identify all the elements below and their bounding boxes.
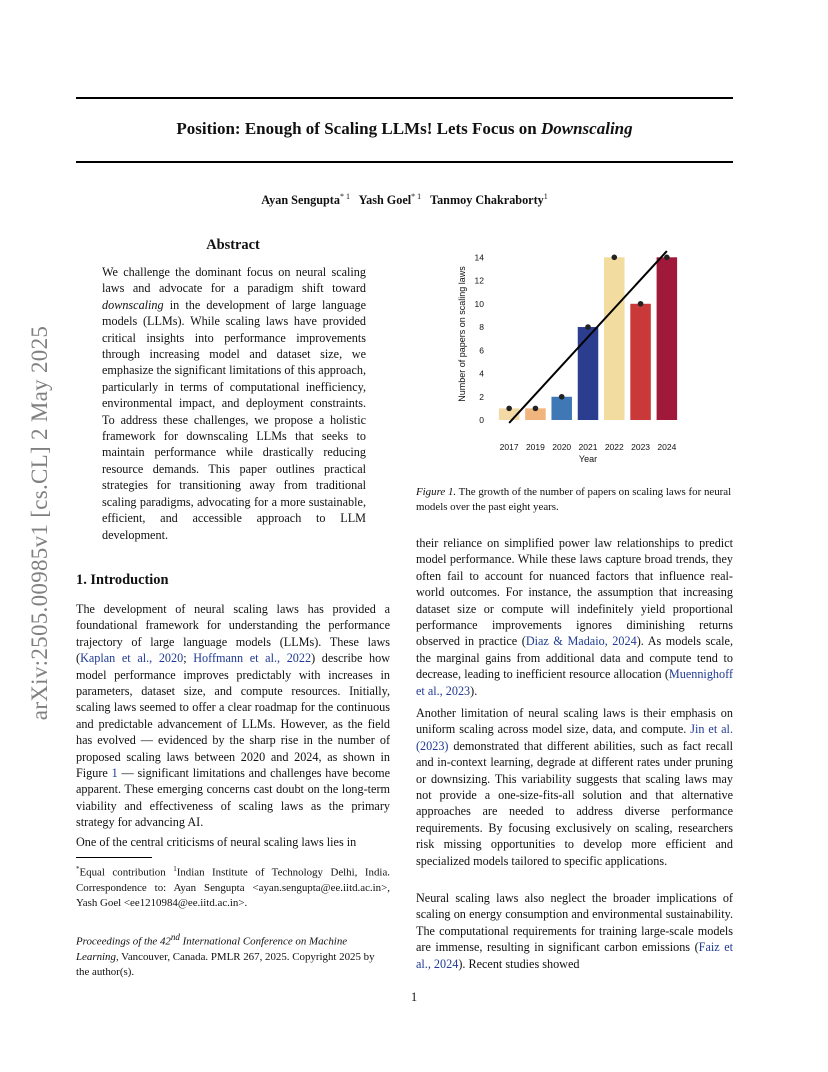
intro-paragraph: One of the central criticisms of neural scaling laws lies in [76,835,357,849]
text-run: The development of neural scaling laws has provided a foundational framework for understanding the performance trajectory of large language models (LLMs). These laws ( [76,602,390,666]
figure-caption [416,485,733,515]
title-top-rule [76,97,733,99]
arxiv-stamp [20,286,60,760]
page-number: 1 [410,990,418,1004]
data-point [533,406,539,412]
intro-paragraph [76,601,390,831]
abstract-italic: downscaling [102,297,164,312]
bar [630,304,651,420]
arxiv-id-text: arXiv:2505.00985v1 [cs.CL] 2 May 2025 [27,325,52,721]
author-affil: * 1 [339,192,350,201]
abstract-heading: Abstract [206,237,260,253]
author-name: Yash Goel [358,193,412,208]
citation-link[interactable]: Faiz et al., 2024 [416,940,734,971]
caption-label: Figure 1. [416,486,457,498]
y-axis-label: Number of papers on scaling laws [457,266,467,402]
data-point [585,324,591,330]
caption-text: The growth of the number of papers on scaling laws for neural models over the past eight years. [416,486,732,513]
author-list [76,192,733,208]
text-run: ) describe how model performance improves predictably with increases in parameters, dataset size, and compute resources. Initially, scaling laws seemed to offer a clear roadmap for the continuous and predictable advancement of LLMs. However, as the field has evolved — evidenced by the sharp rise in the number of proposed scaling laws between 2020 and 2024, as shown in Figure [76,651,390,781]
text-run: Neural scaling laws also neglect the broader implications of scaling on energy consumption and environmental sustainability. The computational requirements for training large-scale models are immense, resulting in significant carbon emissions ( [416,891,733,955]
citation-link[interactable]: Diaz & Madaio, 2024 [525,634,637,649]
title-bottom-rule [76,161,733,163]
y-tick-label: 4 [479,368,484,379]
body-paragraph [416,535,733,699]
bar [551,397,572,420]
y-tick-label: 14 [474,252,484,263]
y-tick-label: 6 [479,345,484,356]
text-run: Equal contribution [79,866,174,879]
data-point [506,406,512,412]
body-paragraph [416,890,733,972]
bar [604,257,625,420]
author-affil: * 1 [411,192,422,201]
text-run: ; [183,651,194,666]
text-run: Indian Institute of Technology Delhi, India. Correspondence to: Ayan Sengupta <ayan.sengupta@ee.iitd.ac.in>, Yash Goel <ee1210984@ee.iitd.ac.in>. [76,866,390,909]
author-name: Ayan Sengupta [261,193,340,208]
x-tick-label: 2023 [631,442,651,452]
section-heading: 1. Introduction [76,572,169,588]
text-run: , Vancouver, Canada. PMLR 267, 2025. Copyright 2025 by the author(s). [76,950,375,978]
y-tick-label: 10 [474,298,484,309]
x-tick-label: 2017 [499,442,519,452]
text-run: their reliance on simplified power law relationships to predict model performance. While these laws capture broad trends, they often fail to account for nuanced factors that influence real-world outcomes. For instance, the assumption that increasing dataset size or compute will indefinitely yield proportional performance improvements ignores diminishing returns observed in practice ( [416,536,733,649]
data-point [611,254,617,260]
text-run: ). As models scale, the marginal gains from additional data and compute tend to decrease, leading to inefficient resource allocation ( [416,634,733,682]
data-point [664,254,670,260]
proceedings-note [76,930,390,980]
citation-link[interactable]: Hoffmann et al., 2022 [193,651,312,666]
y-tick-label: 8 [479,322,484,333]
paper-title [76,119,733,139]
footnote-mark: * [76,865,80,873]
text-run: Proceedings of the [76,935,160,948]
text-run: demonstrated that different abilities, such as fact recall and in-context learning, degrade at different rates under pruning or downsizing. This variability suggests that scaling laws may not provide a one-size-fits-all solution and that alternative approaches are needed to address diverse performance requirements. By focusing exclusively on scaling, researchers risk missing opportunities to develop more efficient and specialized models tailored to specific applications. [416,738,733,868]
x-tick-label: 2021 [578,442,598,452]
footnote-mark: 1 [173,865,177,873]
text-run: 42 [159,935,171,948]
footnote [76,862,390,911]
x-tick-label: 2024 [657,442,677,452]
scaling-laws-chart [440,234,700,466]
citation-link[interactable]: Jin et al. (2023) [416,722,733,753]
x-tick-label: 2022 [604,442,624,452]
bar [578,327,599,420]
text-run: Another limitation of neural scaling laws is their emphasis on uniform scaling across model size, data, and compute. [416,706,733,737]
data-point [559,394,565,400]
x-axis-label: Year [578,454,598,464]
bar [657,257,678,420]
text-run: ). [470,683,478,698]
citation-link[interactable]: Kaplan et al., 2020 [80,651,184,666]
abstract-text [102,264,366,543]
text-run: nd [170,932,180,942]
abstract-part: in the development of large language models (LLMs). While scaling laws have provided critical insights into performance improvements through increasing model and dataset size, we emphasize the significant limitations of this approach, particularly in terms of computational inefficiency, environmental impact, and deployment constraints. To address these challenges, we propose a holistic framework for downscaling LLMs that seeks to maintain performance while drastically reducing resource demands. This paper outlines practical strategies for transitioning away from traditional scaling paradigms, advocating for a more sustainable, efficient, and accessible approach to LLM development. [102,297,366,542]
footnote-rule [76,857,152,858]
y-tick-label: 12 [474,275,484,286]
author-affil: 1 [543,192,548,201]
citation-link[interactable]: Muennighoff et al., 2023 [416,667,733,698]
title-text: Position: Enough of Scaling LLMs! Lets Focus on [176,119,541,138]
data-point [638,301,644,307]
y-tick-label: 0 [479,415,484,425]
figure-link[interactable]: 1 [111,766,118,781]
text-run: — significant limitations and challenges have become apparent. These emerging concerns cast doubt on the long-term viability and effectiveness of scaling laws as the primary strategy for advancing AI. [76,766,390,830]
y-tick-label: 2 [479,391,484,402]
text-run: International Conference on Machine Learning [76,935,348,963]
text-run: ). Recent studies showed [458,956,580,971]
x-tick-label: 2019 [525,442,545,452]
x-tick-label: 2020 [552,442,572,452]
title-italic: Downscaling [540,119,633,138]
body-paragraph [416,705,733,869]
author-name: Tanmoy Chakraborty [430,193,544,208]
abstract-part: We challenge the dominant focus on neural scaling laws and advocate for a paradigm shift toward [102,265,366,296]
